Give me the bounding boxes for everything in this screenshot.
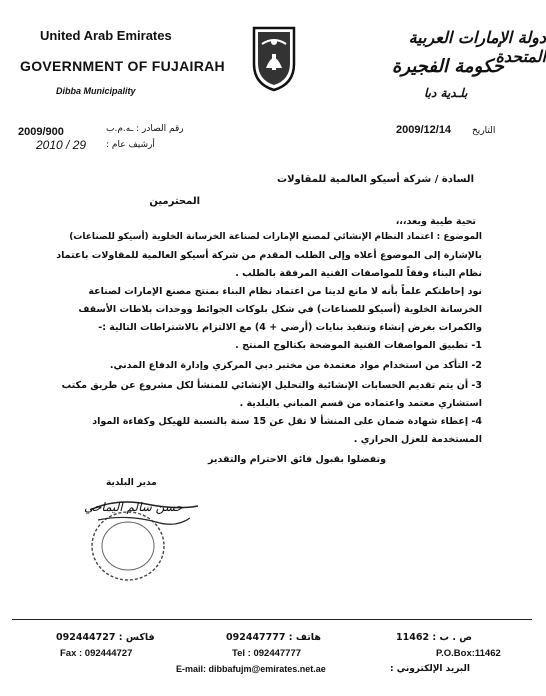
condition-3-line-2: استشاري معتمد واعتماده من قسم المباني بالبلدية . xyxy=(239,398,482,409)
footer-tel-ar: هاتف : 092447777 xyxy=(226,632,321,643)
addressee: السادة / شركة أسيكو العالمية للمقاولات xyxy=(277,174,474,185)
honorific: المحترمين xyxy=(149,196,200,207)
archive-label: أرشيف عام : xyxy=(106,140,155,150)
paragraph-1-line-1: بالإشارة إلى الموضوع أعلاه وإلى الطلب المقدم من شركة أسيكو العالمية للمقاولات باعتماد xyxy=(56,250,482,261)
header-municipality-ar: بلـدية دبا xyxy=(424,86,468,100)
closing: وتفضلوا بقبول فائق الاحترام والتقدير xyxy=(208,454,386,465)
header-municipality-en: Dibba Municipality xyxy=(56,86,136,96)
header-country-en: United Arab Emirates xyxy=(40,28,172,43)
signatory-title: مدير البلدية xyxy=(106,478,157,488)
condition-2: 2- التأكد من استخدام مواد معتمدة من مختبر دبي المركزي وإدارة الدفاع المدني. xyxy=(109,360,482,371)
fujairah-emblem-icon xyxy=(248,24,300,94)
footer-email-en: E-mail: dibbafujm@emirates.net.ae xyxy=(176,664,326,674)
footer-tel-en: Tel : 092447777 xyxy=(232,648,302,659)
header-government-en: GOVERNMENT OF FUJAIRAH xyxy=(20,58,225,74)
footer-divider xyxy=(12,619,532,620)
condition-1: 1- تطبيق المواصفات الفنية الموضحة بكتالوج المنتج . xyxy=(235,340,482,351)
paragraph-1-line-2: نظام البناء وفقاً للمواصفات الفنية المرفقة بالطلب . xyxy=(235,268,482,279)
footer-pobox-ar: ص . ب : 11462 xyxy=(396,632,473,643)
condition-3-line-1: 3- أن يتم تقديم الحسابات الإنشائية والتحليل الإنشائي للمنشأ لكل مشروع عن طريق مكتب xyxy=(61,380,482,391)
greeting: تحية طيبة وبعد،،، xyxy=(395,216,476,227)
date-label: التاريخ xyxy=(472,126,496,136)
condition-4-line-1: 4- إعطاء شهادة ضمان على المنشأ لا تقل عن 15 سنة بالنسبة للهيكل وكفاءة المواد xyxy=(92,416,482,427)
condition-4-line-2: المستخدمة للعزل الحراري . xyxy=(353,434,482,445)
header-government-ar: حكومة الفجيرة xyxy=(392,56,504,77)
ref-label: رقم الصادر : ـه.م.ب xyxy=(106,124,184,134)
footer-email-ar: البريد الإلكتروني : xyxy=(390,664,470,674)
footer-fax-ar: فاكس : 092444727 xyxy=(56,632,155,643)
paragraph-2-line-2: الخرسانة الخلوية (أسيكو للصناعات) في شكل بلوكات الجوائط ووحدات بلاطات الأسقف xyxy=(78,304,482,315)
footer-pobox-en: P.O.Box:11462 xyxy=(436,648,501,659)
date-value: 2009/12/14 xyxy=(396,124,452,136)
paragraph-2-line-3: والكمرات بغرض إنشاء وتنفيذ بنايات (أرضي + 4) مع الالتزام بالاشتراطات التالية :- xyxy=(98,322,482,333)
header-country-ar: دولة الإمارات العربية المتحدة xyxy=(408,28,546,66)
footer-fax-en: Fax : 092444727 xyxy=(60,648,133,659)
paragraph-2-line-1: نود إحاطتكم علماً بأنه لا مانع لدينا من اعتماد نظام البناء بمنتج مصنع الإمارات لصناعة xyxy=(88,286,482,297)
archive-value: 2010 / 29 xyxy=(36,138,87,152)
ref-number: 2009/900 xyxy=(18,126,64,138)
signatory-name: حسن سالم اليماحي xyxy=(84,500,183,514)
subject-line: الموضوع : اعتماد النظام الإنشائي لمصنع الإمارات لصناعة الخرسانة الخلوية (أسيكو للصناعات) xyxy=(69,232,482,242)
